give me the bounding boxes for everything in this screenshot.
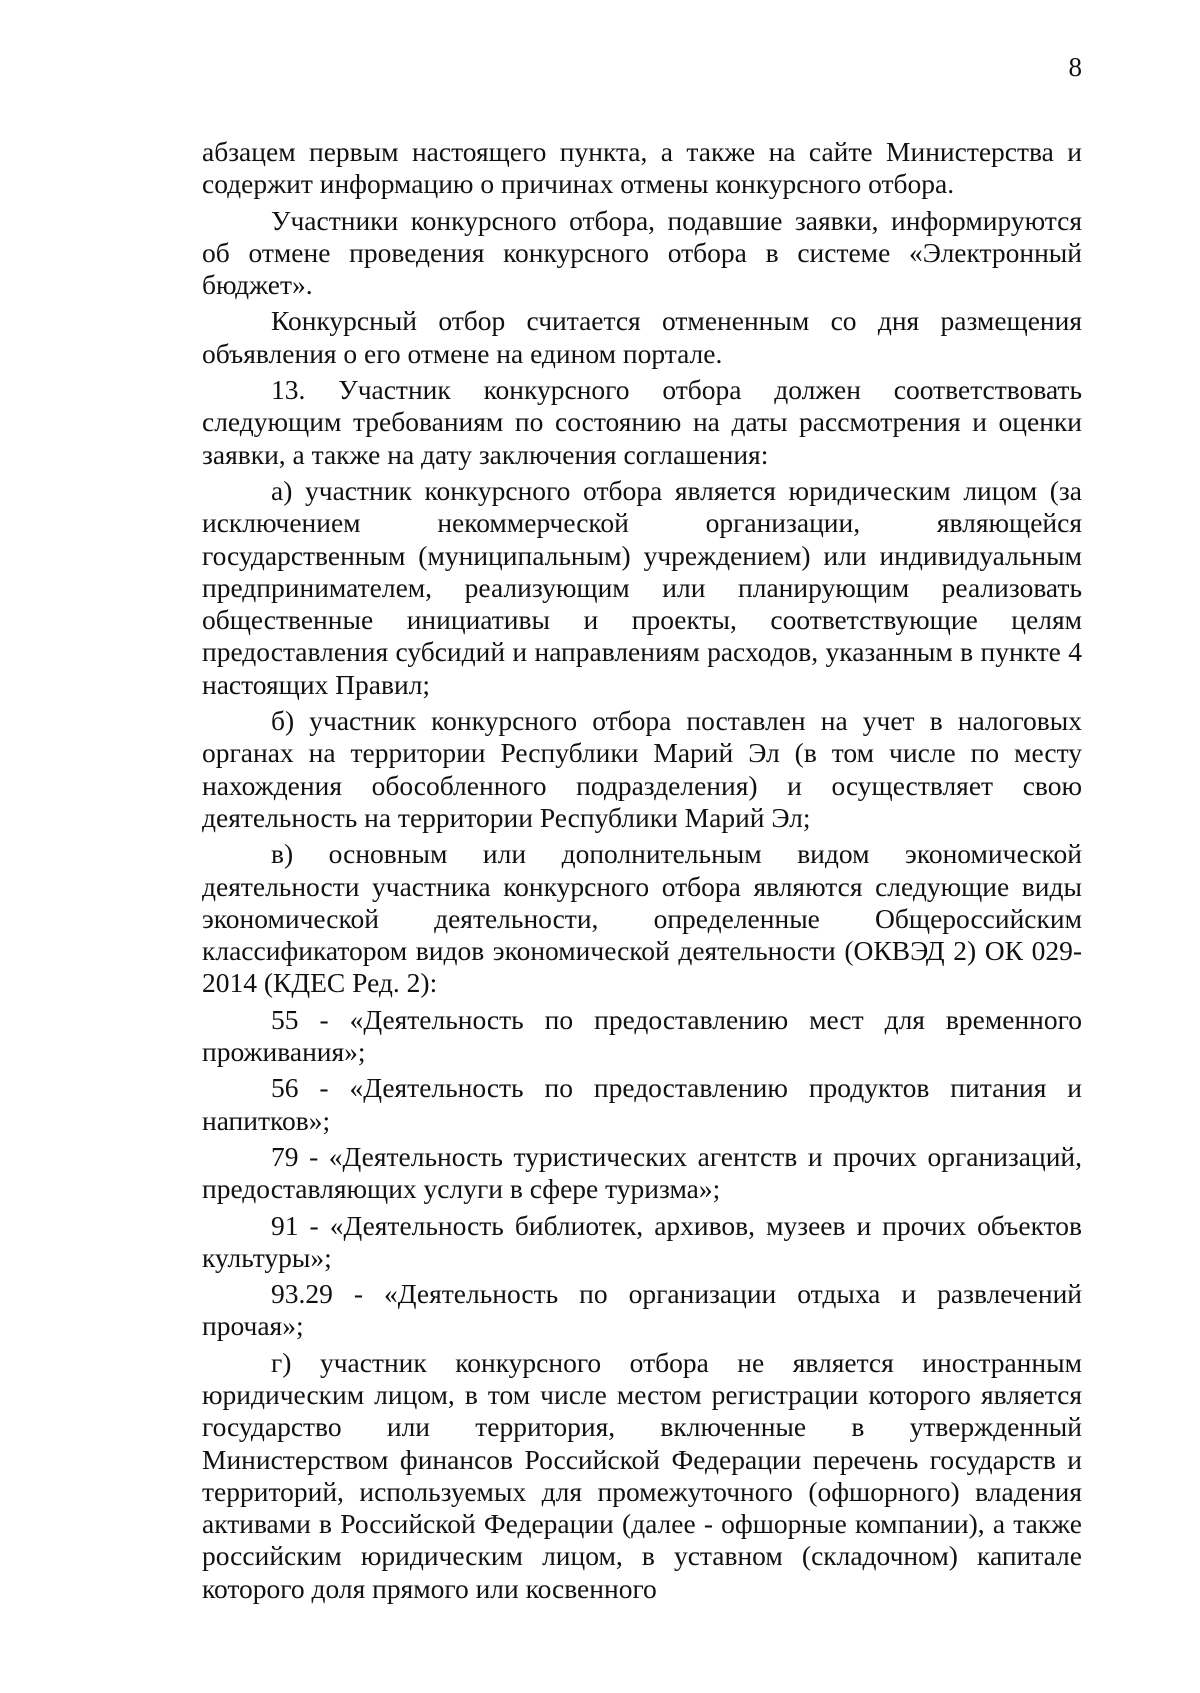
paragraph-participants-informed: Участники конкурсного отбора, подавшие заявки, информируются об отмене проведения конкурсного отбора в системе «Электронный бюджет». [202, 204, 1082, 301]
paragraph-item-a: а) участник конкурсного отбора является юридическим лицом (за исключением некоммерческой организации, являющейся государственным (муниципальным) учреждением) или индивидуальным предпринимателем, реализующим или планирующим реализовать общественные инициативы и проекты, соответствующие целям предоставления субсидий и направлениям расходов, указанным в пункте 4 настоящих Правил; [202, 474, 1082, 700]
paragraph-okved-56: 56 - «Деятельность по предоставлению продуктов питания и напитков»; [202, 1072, 1082, 1136]
paragraph-okved-55: 55 - «Деятельность по предоставлению мест для временного проживания»; [202, 1003, 1082, 1068]
paragraph-okved-79: 79 - «Деятельность туристических агентств и прочих организаций, предоставляющих услуги в сфере туризма»; [202, 1140, 1082, 1205]
paragraph-item-b: б) участник конкурсного отбора поставлен на учет в налоговых органах на территории Республики Марий Эл (в том числе по месту нахождения обособленного подразделения) и осуществляет свою деятельность на территории Республики Марий Эл; [202, 705, 1082, 833]
paragraph-item-v: в) основным или дополнительным видом экономической деятельности участника конкурсного отбора являются следующие виды экономической деятельности, определенные Общероссийским классификатором видов экономической деятельности (ОКВЭД 2) ОК 029-2014 (КДЕС Ред. 2): [202, 838, 1082, 999]
paragraph-okved-91: 91 - «Деятельность библиотек, архивов, музеев и прочих объектов культуры»; [202, 1209, 1082, 1273]
page-number: 8 [1068, 52, 1082, 82]
paragraph-item-g: г) участник конкурсного отбора не является иностранным юридическим лицом, в том числе местом регистрации которого является государство или территория, включенные в утвержденный Министерством финансов Российской Федерации перечень государств и территорий, используемых для промежуточного (офшорного) владения активами в Российской Федерации (далее - офшорные компании), а также российским юридическим лицом, в уставном (складочном) капитале которого доля прямого или косвенного [202, 1346, 1082, 1604]
paragraph-continuation: абзацем первым настоящего пункта, а также на сайте Министерства и содержит информацию о причинах отмены конкурсного отбора. [202, 136, 1082, 200]
paragraph-clause-13: 13. Участник конкурсного отбора должен соответствовать следующим требованиям по состоянию на даты рассмотрения и оценки заявки, а также на дату заключения соглашения: [202, 374, 1082, 470]
document-body [202, 136, 1082, 1605]
paragraph-okved-93-29: 93.29 - «Деятельность по организации отдыха и развлечений прочая»; [202, 1278, 1082, 1342]
paragraph-selection-cancelled: Конкурсный отбор считается отмененным со дня размещения объявления о его отмене на едином портале. [202, 305, 1082, 369]
